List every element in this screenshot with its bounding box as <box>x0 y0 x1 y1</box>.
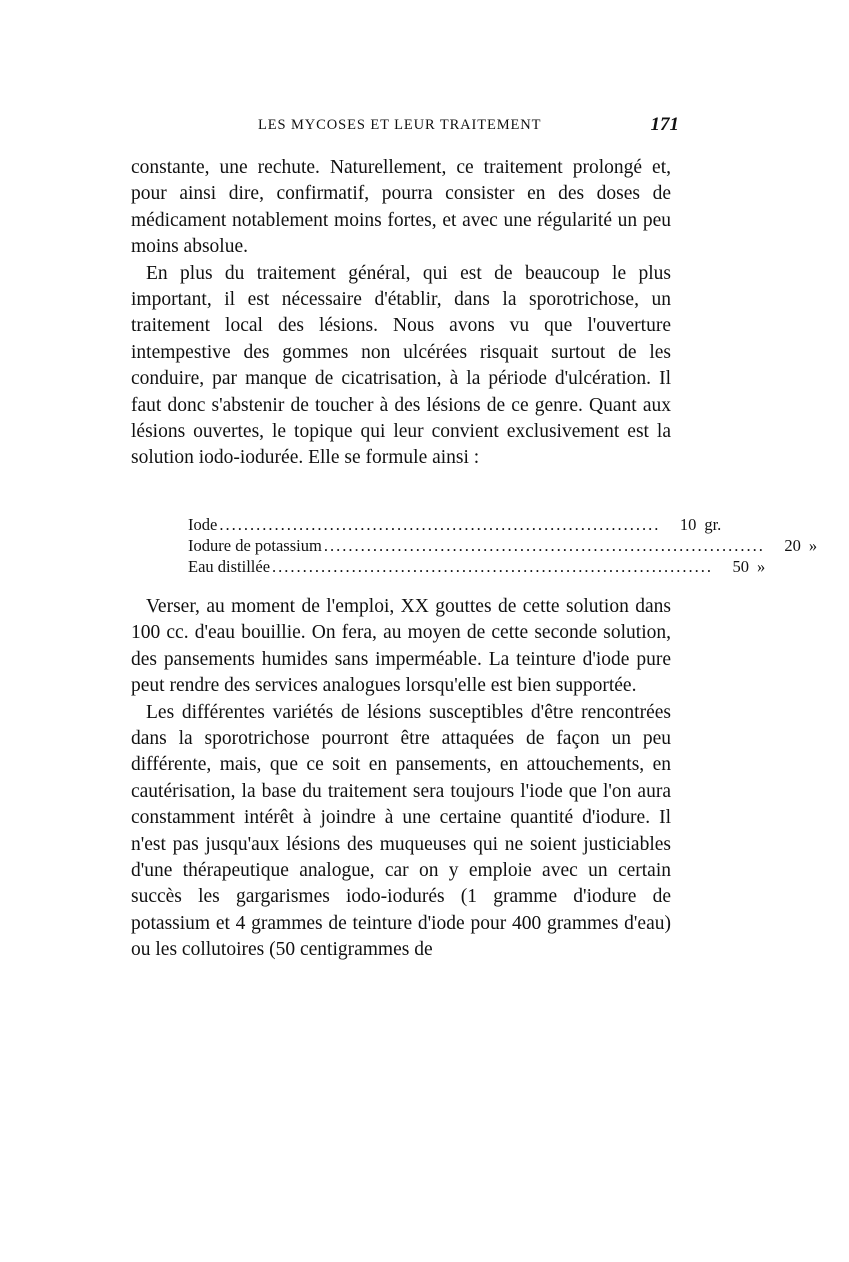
page-number: 171 <box>650 114 679 135</box>
dot-leader: ........................................................................ <box>323 536 765 555</box>
running-head <box>131 114 679 139</box>
recipe-unit: » <box>757 557 766 576</box>
recipe-unit: gr. <box>704 515 722 534</box>
recipe-row <box>188 535 818 556</box>
running-title: LES MYCOSES ET LEUR TRAITEMENT <box>258 117 542 133</box>
recipe-row <box>188 514 722 535</box>
recipe-quantity: 50 <box>732 557 750 576</box>
recipe-formula <box>188 514 818 577</box>
paragraph: constante, une rechute. Naturellement, ce traitement prolongé et, pour ainsi dire, confirmatif, pourra consister en des doses de médicament notablement moins fortes, et avec une régularité un peu moins absolue. <box>131 157 671 258</box>
recipe-ingredient: Eau distillée <box>188 557 271 576</box>
dot-leader: ........................................................................ <box>272 557 714 576</box>
recipe-unit: » <box>808 536 818 555</box>
body-text-upper <box>131 155 671 472</box>
recipe-quantity: 10 <box>679 515 697 534</box>
paragraph: Verser, au moment de l'emploi, XX gouttes de cette solution dans 100 cc. d'eau bouillie. On fera, au moyen de cette seconde solution, des pansements humides sans imperméable. La teinture d'iode pure peut rendre des services analogues lorsqu'elle est bien supportée. <box>131 596 671 697</box>
recipe-ingredient: Iodure de potassium <box>188 536 322 555</box>
dot-leader: ........................................................................ <box>219 515 661 534</box>
paragraph: En plus du traitement général, qui est de beaucoup le plus important, il est nécessaire d'établir, dans la sporotrichose, un traitement local des lésions. Nous avons vu que l'ouverture intempestive des gommes non ulcérées risquait surtout de les conduire, par manque de cicatrisation, à la période d'ulcération. Il faut donc s'abstenir de toucher à des lésions de ce genre. Quant aux lésions ouvertes, le topique qui leur convient exclusivement est la solution iodo-iodurée. Elle se formule ainsi : <box>131 262 671 469</box>
recipe-row <box>188 556 766 577</box>
body-text-lower <box>131 594 671 964</box>
paragraph: Les différentes variétés de lésions susceptibles d'être rencontrées dans la sporotrichose pourront être attaquées de façon un peu différente, mais, que ce soit en pansements, en attouchements, en cautérisation, la base du traitement sera toujours l'iode que l'on aura constamment intérêt à joindre à une certaine quantité d'iodure. Il n'est pas jusqu'aux lésions des muqueuses qui ne soient justiciables d'une thérapeutique analogue, car on y emploie avec un certain succès les gargarismes iodo-iodurés (1 gramme d'iodure de potassium et 4 grammes de teinture d'iode pour 400 grammes d'eau) ou les collutoires (50 centigrammes de <box>131 701 671 961</box>
recipe-quantity: 20 <box>784 536 801 555</box>
recipe-ingredient: Iode <box>188 515 218 534</box>
